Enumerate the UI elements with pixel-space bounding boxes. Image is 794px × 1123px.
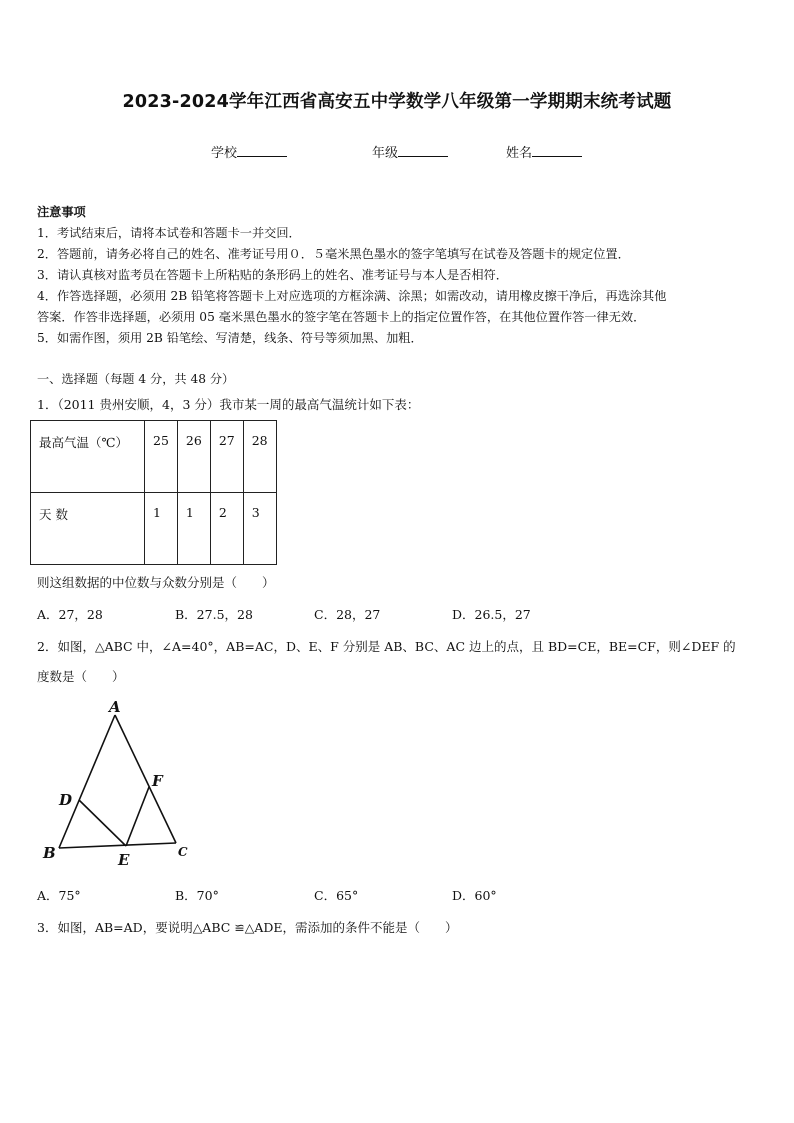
q1-stem: 1．（2011 贵州安顺，4，3 分）我市某一周的最高气温统计如下表： — [37, 397, 420, 412]
page-title: 2023-2024学年江西省高安五中学数学八年级第一学期期末统考试题 — [122, 92, 672, 112]
q1-option-a: A．27，28 — [37, 607, 103, 622]
q1-option-c: C．28，27 — [314, 607, 381, 622]
school-field — [211, 142, 287, 161]
segment-de — [79, 800, 126, 846]
q2-option-c: C．65° — [314, 888, 359, 903]
table-cell: 26 — [185, 433, 202, 448]
grade-field — [372, 142, 448, 161]
label-b: B — [43, 844, 56, 862]
school-blank — [237, 144, 287, 157]
school-label: 学校 — [211, 146, 238, 161]
table-row-label-days: 天 数 — [39, 507, 68, 522]
table-cell: 1 — [153, 505, 161, 520]
q1-option-d: D．26.5，27 — [452, 607, 531, 622]
table-cell: 25 — [153, 433, 169, 448]
table-cell: 28 — [251, 433, 268, 448]
name-label: 姓名 — [506, 146, 533, 161]
q1-question: 则这组数据的中位数与众数分别是（ ） — [37, 575, 275, 590]
q3-stem: 3．如图，AB=AD，要说明△ABC ≌△ADE，需添加的条件不能是（ ） — [37, 920, 458, 935]
notice-item-1: 1．考试结束后，请将本试卷和答题卡一并交回． — [37, 226, 301, 240]
table-row — [31, 421, 277, 493]
label-e: E — [118, 851, 130, 869]
notice-item-4: 4．作答选择题，必须用 2B 铅笔将答题卡上对应选项的方框涂满、涂黑；如需改动，请用橡皮擦干净后，再选涂其他 — [37, 289, 667, 303]
grade-blank — [398, 144, 448, 157]
table-cell: 1 — [185, 505, 194, 520]
notice-item-3: 3．请认真核对监考员在答题卡上所粘贴的条形码上的姓名、准考证号与本人是否相符． — [37, 268, 508, 282]
name-blank — [532, 144, 582, 157]
notice-item-2: 2．答题前，请务必将自己的姓名、准考证号用０．５毫米黑色墨水的签字笔填写在试卷及答题卡的规定位置． — [37, 247, 630, 261]
grade-label: 年级 — [372, 146, 399, 161]
table-row-label-temp: 最高气温（℃） — [39, 435, 128, 450]
section-heading: 一、选择题（每题 4 分，共 48 分） — [37, 372, 235, 386]
label-c: C — [178, 845, 188, 859]
side-bc — [59, 843, 176, 848]
notice-item-5: 5．如需作图，须用 2B 铅笔绘、写清楚，线条、符号等须加黑、加粗． — [37, 331, 423, 345]
table-cell: 3 — [251, 505, 260, 520]
q2-option-b: B．70° — [175, 888, 219, 903]
side-ac — [115, 715, 176, 843]
q2-stem-line1: 2．如图，△ABC 中，∠A=40°，AB=AC，D、E、F 分别是 AB、BC、AC 边上的点，且 BD=CE，BE=CF，则∠DEF 的 — [37, 639, 736, 654]
table-cell: 2 — [218, 505, 227, 520]
q2-option-d: D．60° — [452, 888, 497, 903]
q1-option-b: B．27.5，28 — [175, 607, 253, 622]
label-a: A — [109, 698, 121, 716]
temperature-table — [30, 420, 277, 565]
segment-ef — [126, 787, 149, 846]
triangle-figure — [30, 690, 210, 875]
label-f: F — [152, 772, 163, 790]
notice-item-4-cont: 答案．作答非选择题，必须用 05 毫米黑色墨水的签字笔在答题卡上的指定位置作答，在其他位置作答一律无效． — [37, 310, 646, 324]
table-cell: 27 — [218, 433, 235, 448]
table-row — [31, 493, 277, 565]
q2-option-a: A．75° — [37, 888, 81, 903]
name-field — [506, 142, 582, 161]
label-d: D — [59, 791, 73, 809]
notice-heading: 注意事项 — [37, 205, 86, 219]
q2-stem-line2: 度数是（ ） — [37, 669, 125, 684]
